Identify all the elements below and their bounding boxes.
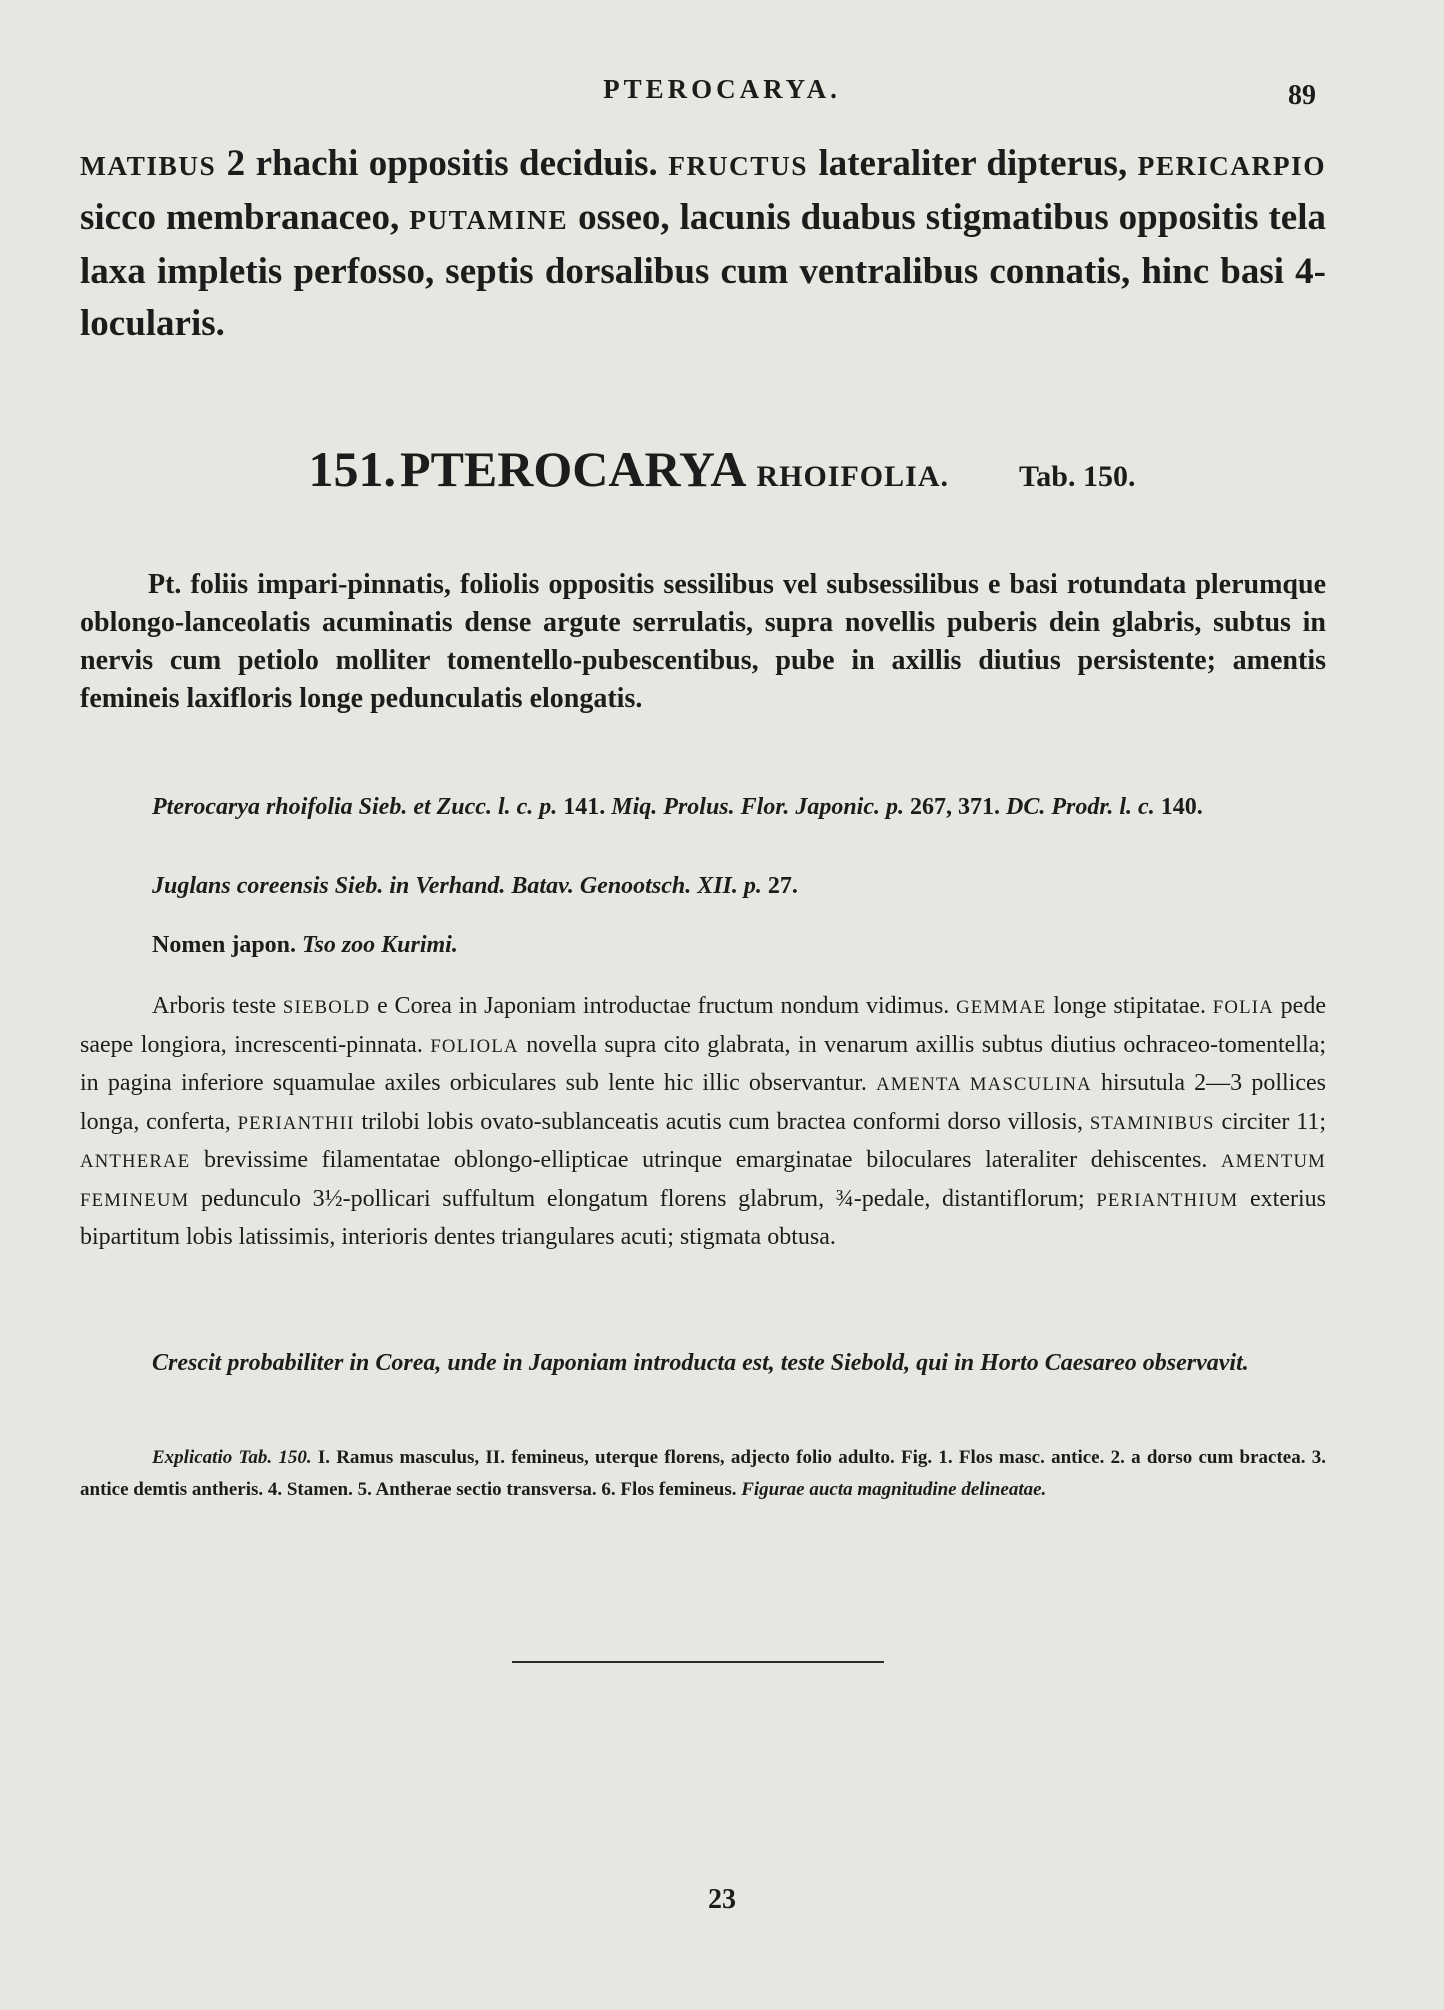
synonym-juglans [152,869,1322,904]
signature-mark: 23 [708,1884,736,1915]
synonym-text: DC. Prodr. l. c. [1000,794,1161,820]
opening-text-2: lateraliter dipterus, [808,143,1138,184]
species-epithet: RHOIFOLIA. [756,460,949,493]
synonym-page: 267, 371. [910,794,1001,820]
term-perianthium: PERIANTHIUM [1096,1189,1239,1211]
description-text: pede saepe longiora, increscenti-pinnata. [80,993,1326,1058]
term-putamine: PUTAMINE [409,205,569,235]
explanation-note: Figurae aucta magnitudine delineatae. [741,1479,1047,1500]
species-heading [0,440,1444,498]
opening-paragraph [80,138,1326,350]
synonym-page: 27. [767,873,798,899]
term-amentum-femineum: AMENTUM FEMINEUM [80,1151,1326,1211]
explanation-text: I. Ramus masculus, II. femineus, uterque florens, adjecto folio adulto. Fig. 1. Flos masc. antice. 2. a dorso cum bractea. 3. antice demtis antheris. 4. Stamen. 5. Antherae sectio transversa. 6. Flos femineus. [80,1447,1326,1500]
description-text: trilobi lobis ovato-sublanceatis acutis cum bractea conformi dorso villosis, [354,1108,1090,1135]
opening-text-3: sicco membranaceo, [80,197,410,238]
term-amenta-masculina: AMENTA MASCULINA [876,1074,1092,1095]
diagnosis-paragraph: Pt. foliis impari-pinnatis, foliolis oppositis sessilibus vel subsessilibus e basi rotundata plerumque oblongo-lanceolatis acuminatis dense argute serrulatis, supra novellis puberis dein glabris, subtus in nervis cum petiolo molliter tomentello-pubescentibus, pube in axillis diutius persistente; amentis femineis laxifloris longe pedunculatis elongatis. [80,569,1326,714]
description-text: circiter 11; [1214,1108,1326,1135]
plate-explanation [80,1442,1326,1506]
page-number: 89 [1288,80,1316,111]
author-siebold: SIEBOLD [282,997,371,1018]
term-matibus: MATIBUS [80,151,217,181]
explanation-title: Explicatio Tab. 150. [152,1447,312,1468]
term-foliola: FOLIOLA [430,1035,519,1057]
term-perianthii: PERIANTHII [237,1112,355,1134]
term-staminibus: STAMINIBUS [1089,1112,1215,1134]
running-head: PTEROCARYA. [603,74,841,104]
description-text: e Corea in Japoniam introductae fructum nondum vidimus. [370,993,957,1019]
description-text: exterius bipartitum lobis latissimis, interioris dentes triangulares acuti; stigmata obtusa. [80,1185,1326,1250]
synonym-page: 141. [563,794,606,820]
japanese-name-value: Tso zoo Kurimi. [302,932,458,958]
description-text: longe stipitatae. [1046,993,1213,1019]
term-pericarpio: PERICARPIO [1137,151,1326,181]
plate-reference: Tab. 150. [1019,460,1136,493]
synonym-text: Pterocarya rhoifolia Sieb. et Zucc. l. c. p. [152,794,564,820]
synonym-page: 140. [1160,794,1203,820]
description-text: hirsutula 2—3 pollices longa, conferta, [80,1070,1326,1135]
description-text: brevissime filamentatae oblongo-ellipticae utrinque emarginatae biloculares lateraliter dehiscentes. [190,1147,1221,1173]
japanese-name [152,928,1322,963]
japanese-name-label: Nomen japon. [152,932,303,958]
description-text: novella supra cito glabrata, in venarum axillis subtus diutius ochraceo-tomentella; in pagina inferiore squamulae axiles orbiculares sub lente hic illic observantur. [80,1031,1326,1096]
opening-text-4: osseo, lacunis duabus stigmatibus oppositis tela laxa impletis perfosso, septis dorsalibus cum ventralibus connatis, hinc basi 4-locularis. [80,197,1326,344]
synonym-text: Juglans coreensis Sieb. in Verhand. Batav. Genootsch. XII. p. [152,873,768,899]
term-folia: FOLIA [1212,997,1274,1018]
term-gemmae: GEMMAE [956,997,1047,1018]
description-paragraph [80,988,1326,1257]
description-text: pedunculo 3½-pollicari suffultum elongatum florens glabrum, ¾-pedale, distantiflorum; [189,1185,1097,1212]
genus-name: PTEROCARYA [400,441,747,497]
opening-text-1: 2 rhachi oppositis deciduis. [216,143,669,184]
synonym-text: Miq. Prolus. Flor. Japonic. p. [605,794,911,820]
synonym-pterocarya [80,790,1326,825]
term-fructus: FRUCTUS [668,151,809,181]
habitat-paragraph: Crescit probabiliter in Corea, unde in Japoniam introducta est, teste Siebold, qui in Horto Caesareo observavit. [152,1350,1249,1376]
description-text: Arboris teste [152,993,283,1019]
term-antherae: ANTHERAE [80,1151,191,1172]
species-number: 151. [308,441,397,497]
section-divider [512,1661,884,1663]
